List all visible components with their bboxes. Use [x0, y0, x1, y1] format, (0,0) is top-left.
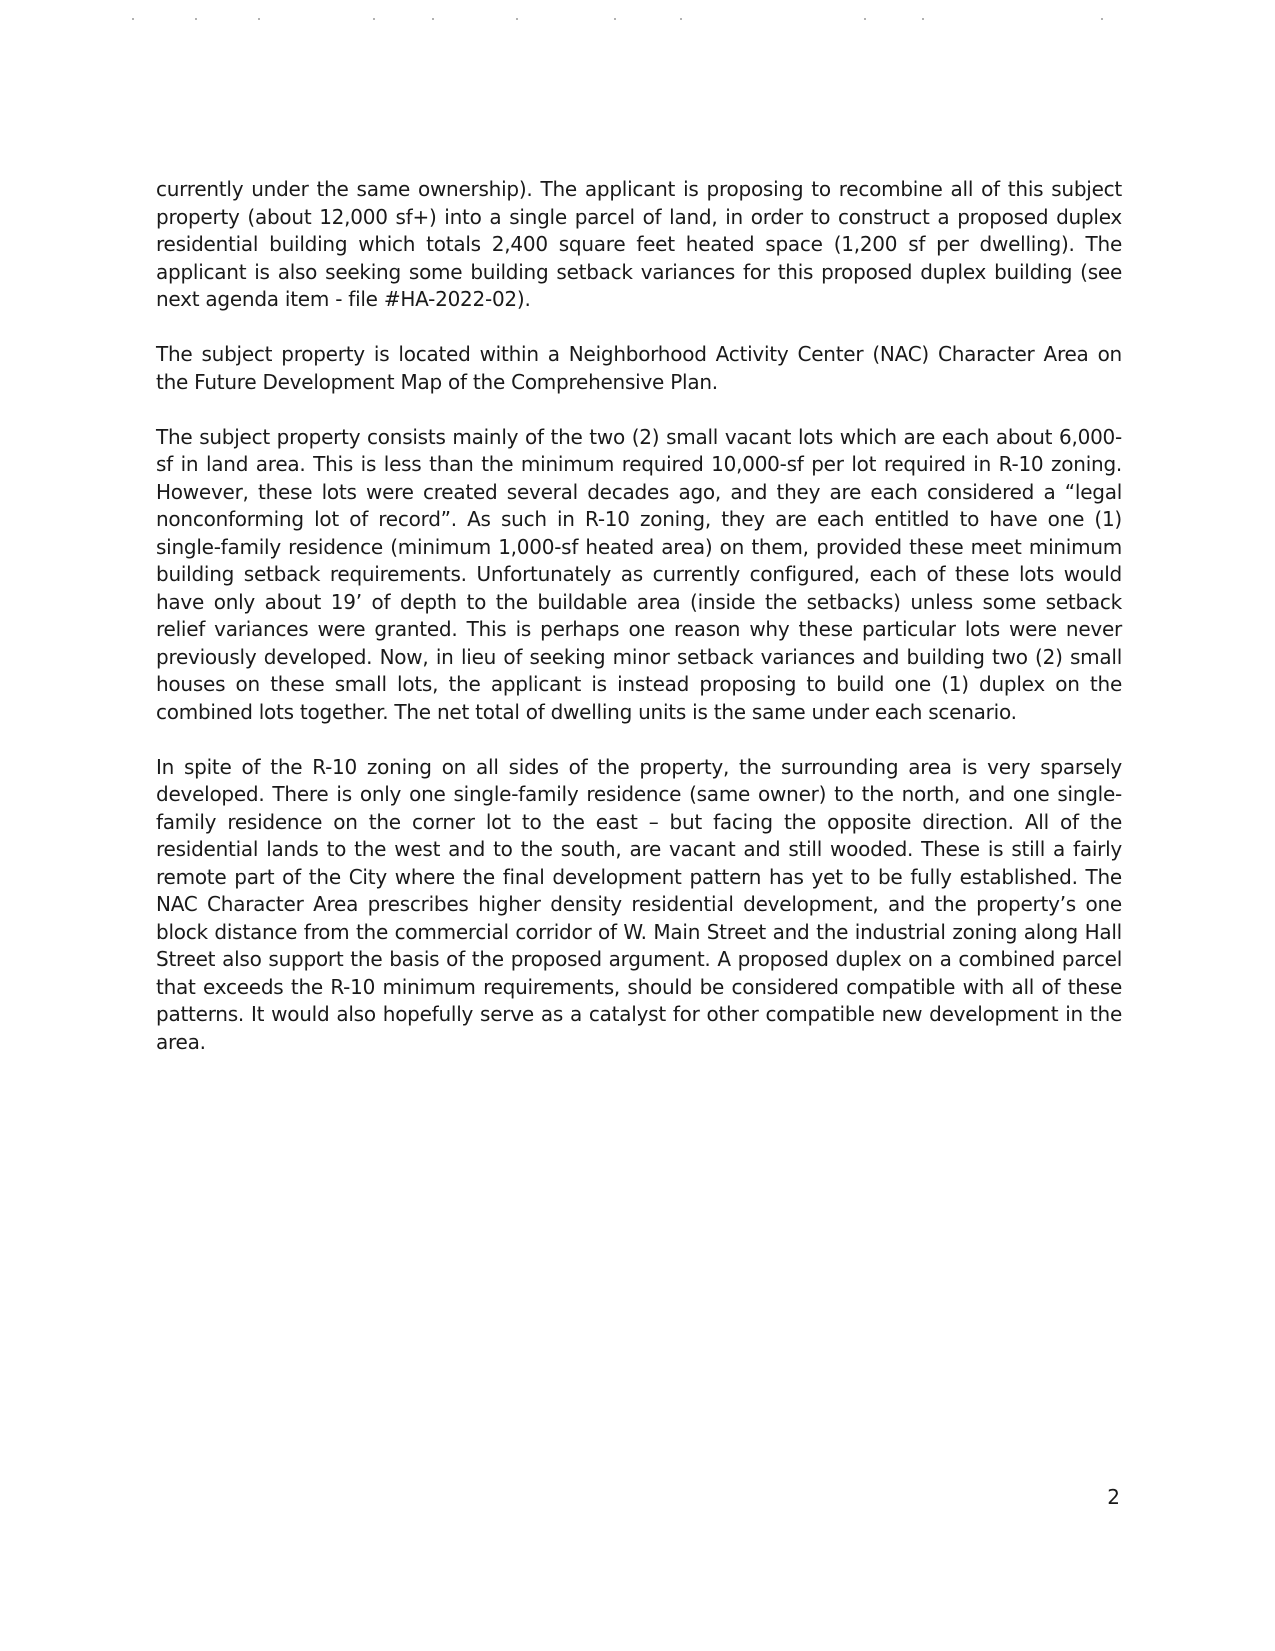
document-body: [156, 176, 1122, 1084]
paragraph-surrounding-area: In spite of the R-10 zoning on all sides of the property, the surrounding area is very sparsely developed. There is only one single-family residence (same owner) to the north, and one single-family residence on the corner lot to the east – but facing the opposite direction. All of the residential lands to the west and to the south, are vacant and still wooded. These is still a fairly remote part of the City where the final development pattern has yet to be fully established. The NAC Character Area prescribes higher density residential development, and the property’s one block distance from the commercial corridor of W. Main Street and the industrial zoning along Hall Street also support the basis of the proposed argument. A proposed duplex on a combined parcel that exceeds the R-10 minimum requirements, should be considered compatible with all of these patterns. It would also hopefully serve as a catalyst for other compatible new development in the area.: [156, 754, 1122, 1054]
scan-artifact-dots: [0, 18, 1275, 22]
page-number: 2: [1107, 1485, 1120, 1509]
paragraph-character-area: The subject property is located within a Neighborhood Activity Center (NAC) Character Area on the Future Development Map of the Comprehensive Plan.: [156, 342, 1122, 394]
paragraph-ownership-recombination: currently under the same ownership). The applicant is proposing to recombine all of this subject property (about 12,000 sf+) into a single parcel of land, in order to construct a proposed duplex residential building which totals 2,400 square feet heated space (1,200 sf per dwelling). The applicant is also seeking some building setback variances for this proposed duplex building (see next agenda item - file #HA-2022-02).: [156, 177, 1122, 311]
paragraph-lot-description: The subject property consists mainly of the two (2) small vacant lots which are each about 6,000-sf in land area. This is less than the minimum required 10,000-sf per lot required in R-10 zoning. However, these lots were created several decades ago, and they are each considered a “legal nonconforming lot of record”. As such in R-10 zoning, they are each entitled to have one (1) single-family residence (minimum 1,000-sf heated area) on them, provided these meet minimum building setback requirements. Unfortunately as currently configured, each of these lots would have only about 19’ of depth to the buildable area (inside the setbacks) unless some setback relief variances were granted. This is perhaps one reason why these particular lots were never previously developed. Now, in lieu of seeking minor setback variances and building two (2) small houses on these small lots, the applicant is instead proposing to build one (1) duplex on the combined lots together. The net total of dwelling units is the same under each scenario.: [156, 424, 1122, 724]
